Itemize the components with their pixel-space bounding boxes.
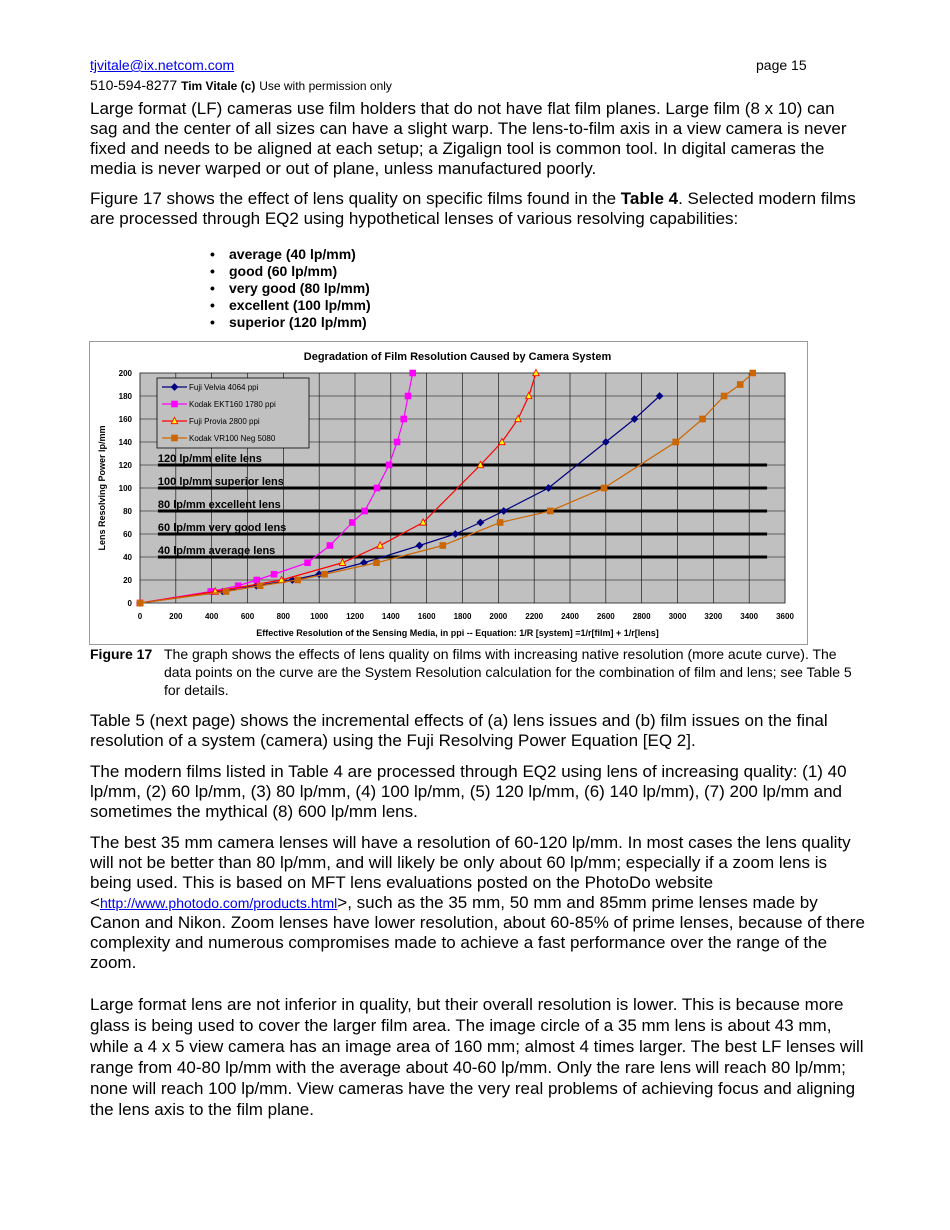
data-point [440, 543, 446, 549]
data-point [700, 416, 706, 422]
page-number: page 15 [756, 57, 807, 73]
chart-svg [90, 342, 807, 644]
figure-17-chart [89, 341, 808, 645]
x-tick-label: 3600 [776, 612, 794, 621]
paragraph-large-format-lenses: Large format lens are not inferior in quality, but their overall resolution is lower. This is because more glass is being used to cover the larger film area. The image circle of a 35 mm lens is about 43 mm, while a 4 x 5 view camera has an image area of 160 mm; almost 4 times larger. The best LF lenses will range from 40-80 lp/mm with the average about 40-60 lp/mm. Only the rare lens will reach 80 lp/mm; none will reach 100 lp/mm. View cameras have the very real problems of achieving focus and aligning the lens axis to the film plane. [90, 995, 864, 1119]
email-link[interactable]: tjvitale@ix.netcom.com [90, 57, 235, 73]
data-point [254, 577, 260, 583]
y-tick-label: 160 [118, 415, 132, 424]
caption-text: The graph shows the effects of lens quality on films with increasing native resolution (more acute curve). The data points on the curve are the System Resolution calculation for the combination of film and lens; see Table 5 for details. [164, 646, 852, 698]
x-tick-label: 1600 [417, 612, 436, 621]
data-point [362, 508, 368, 514]
x-tick-label: 200 [169, 612, 183, 621]
data-point [137, 600, 143, 606]
x-tick-label: 600 [240, 612, 255, 621]
data-point [410, 370, 416, 376]
list-item: • superior (120 lp/mm) [210, 314, 371, 331]
lens-quality-list [210, 246, 371, 331]
para2-text-a: Figure 17 shows the effect of lens quality on specific films found in the [90, 189, 621, 208]
data-point [295, 577, 301, 583]
data-point [257, 583, 263, 589]
chart-title: Degradation of Film Resolution Caused by Camera System [303, 351, 612, 363]
data-point [547, 508, 553, 514]
y-tick-label: 60 [123, 530, 132, 539]
x-tick-label: 1000 [310, 612, 329, 621]
x-tick-label: 800 [276, 612, 291, 621]
x-tick-label: 400 [204, 612, 219, 621]
x-axis-label: Effective Resolution of the Sensing Media, in ppi -- Equation: 1/R [system] =1/r[film] + 1/r[lens] [256, 628, 659, 638]
para2-text-b: . Selected modern films are processed through EQ2 using hypothetical lenses of various resolving capabilities: [90, 189, 856, 228]
x-tick-label: 2400 [561, 612, 579, 621]
list-item: • very good (80 lp/mm) [210, 280, 371, 297]
x-tick-label: 1400 [381, 612, 400, 621]
x-tick-label: 2600 [596, 612, 615, 621]
data-point [322, 571, 328, 577]
y-tick-label: 200 [118, 369, 132, 378]
paragraph-modern-films: The modern films listed in Table 4 are processed through EQ2 using lens of increasing quality: (1) 40 lp/mm, (2) 60 lp/mm, (3) 80 lp/mm, (4) 100 lp/mm, (5) 120 lp/mm, (6) 140 lp/mm), (7) 200 lp/mm and sometimes the mythical (8) 600 lp/mm lens. [90, 762, 847, 821]
header-line-1 [90, 57, 234, 73]
x-tick-label: 3400 [740, 612, 759, 621]
figure-caption [90, 645, 852, 698]
phone-number: 510-594-8277 [90, 77, 178, 93]
data-point [305, 560, 311, 566]
x-tick-label: 2800 [632, 612, 651, 621]
y-tick-label: 140 [118, 438, 132, 447]
y-tick-label: 100 [118, 484, 132, 493]
data-point [601, 485, 607, 491]
data-point [350, 520, 356, 526]
lens-reference-label: 40 lp/mm average lens [157, 545, 276, 557]
para5-text-b: >, such as the 35 mm, 50 mm and 85mm prime lenses made by Canon and Nikon. Zoom lenses have lower resolution, about 60-85% of prime lenses, because of there complexity and numerous compromises made to achieve a fast performance over the range of the zoom. [90, 893, 865, 972]
list-item: • good (60 lp/mm) [210, 263, 371, 280]
y-tick-label: 0 [127, 599, 132, 608]
y-tick-label: 80 [123, 507, 132, 516]
x-tick-label: 1800 [453, 612, 472, 621]
paragraph-table5: Table 5 (next page) shows the incremental effects of (a) lens issues and (b) film issues on the final resolution of a system (camera) using the Fuji Resolving Power Equation [EQ 2]. [90, 711, 828, 750]
data-point [172, 435, 178, 441]
data-point [405, 393, 411, 399]
lens-reference-label: 100 lp/mm superior lens [157, 476, 284, 488]
data-point [374, 560, 380, 566]
author: Tim Vitale (c) [181, 79, 256, 93]
x-tick-label: 3200 [704, 612, 723, 621]
data-point [386, 462, 392, 468]
para5-text-a: The best 35 mm camera lenses will have a resolution of 60-120 lp/mm. In most cases the lens quality will not be better than 80 lp/mm, and will likely be only about 60 lp/mm; especially if a zoom lens is being used. This is based on MFT lens evaluations posted on the PhotoDo website < [90, 833, 851, 912]
permission-note: Use with permission only [259, 79, 392, 93]
y-axis-label: Lens Resolving Power lp/mm [97, 425, 107, 551]
data-point [327, 543, 333, 549]
lens-reference-label: 120 lp/mm elite lens [157, 453, 262, 465]
legend-label: Fuji Provia 2800 ppi [189, 417, 260, 426]
table4-ref: Table 4 [620, 189, 679, 208]
data-point [394, 439, 400, 445]
data-point [172, 401, 178, 407]
legend-label: Fuji Velvia 4064 ppi [189, 383, 259, 392]
header-line-2 [90, 77, 392, 93]
x-tick-label: 3000 [668, 612, 687, 621]
list-item: • average (40 lp/mm) [210, 246, 371, 263]
x-tick-label: 0 [137, 612, 143, 621]
list-item: • excellent (100 lp/mm) [210, 297, 371, 314]
legend-label: Kodak VR100 Neg 5080 [189, 434, 276, 443]
paragraph-figure17-intro [90, 189, 865, 229]
data-point [374, 485, 380, 491]
x-tick-label: 1200 [346, 612, 364, 621]
paragraph-lf-cameras: Large format (LF) cameras use film holders that do not have flat film planes. Large film (8 x 10) can sag and the center of all sizes can have a slight warp. The lens-to-film axis in a view camera is never fixed and needs to be aligned at each setup; a Zigalign tool is common tool. In digital cameras the media is never warped or out of plane, unless manufactured poorly. [90, 99, 847, 178]
lens-reference-label: 60 lp/mm very good lens [157, 522, 287, 534]
x-tick-label: 2000 [489, 612, 508, 621]
x-tick-label: 2200 [525, 612, 544, 621]
data-point [497, 520, 503, 526]
data-point [271, 571, 277, 577]
caption-label: Figure 17 [90, 646, 153, 662]
data-point [401, 416, 407, 422]
photodo-link[interactable]: http://www.photodo.com/products.html [99, 895, 338, 911]
data-point [750, 370, 756, 376]
lens-reference-label: 80 lp/mm excellent lens [157, 499, 281, 511]
data-point [737, 382, 743, 388]
paragraph-35mm-lenses [90, 833, 865, 973]
legend-label: Kodak EKT160 1780 ppi [189, 400, 276, 409]
y-tick-label: 40 [123, 553, 132, 562]
data-point [673, 439, 679, 445]
y-tick-label: 20 [123, 576, 132, 585]
data-point [223, 589, 229, 595]
data-point [721, 393, 727, 399]
y-tick-label: 180 [118, 392, 132, 401]
y-tick-label: 120 [118, 461, 132, 470]
